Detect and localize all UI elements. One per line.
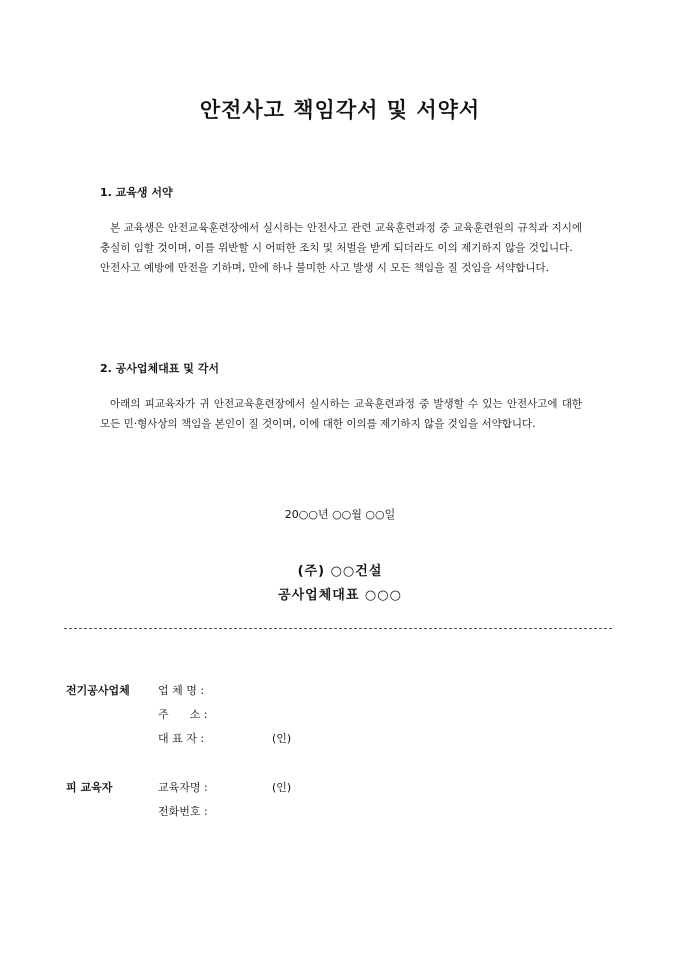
sign-date: 20○○년 ○○월 ○○일: [284, 508, 396, 521]
trainee-seal-mark: (인): [272, 781, 292, 794]
document-title: 안전사고 책임각서 및 서약서: [199, 98, 481, 122]
section1-heading: 1. 교육생 서약: [100, 186, 173, 199]
section1-body: [100, 218, 582, 278]
contractor-label: 전기공사업체: [66, 684, 130, 697]
contractor-address-field: 주 소 :: [158, 708, 208, 721]
contractor-seal-mark: (인): [272, 732, 292, 745]
section2-heading: 2. 공사업체대표 및 각서: [100, 362, 219, 375]
contractor-company-field: 업 체 명 :: [158, 684, 205, 697]
contractor-rep-field: 대 표 자 :: [158, 732, 205, 745]
cut-line-divider: [64, 628, 612, 629]
trainee-name-field: 교육자명 :: [158, 781, 208, 794]
trainee-label: 피 교육자: [66, 781, 113, 794]
section1-paragraph1: 본 교육생은 안전교육훈련장에서 실시하는 안전사고 관련 교육훈련과정 중 교육훈련원의 규칙과 지시에 충실히 임할 것이며, 이를 위반할 시 어떠한 조치 및 처벌을 받게 되더라도 이의 제기하지 않을 것입니다.: [100, 222, 582, 254]
company-name: (주) ○○건설: [297, 564, 383, 579]
company-representative: 공사업체대표 ○○○: [278, 588, 402, 603]
section2-body: [100, 394, 582, 434]
section2-paragraph: 아래의 피교육자가 귀 안전교육훈련장에서 실시하는 교육훈련과정 중 발생할 수 있는 안전사고에 대한 모든 민·형사상의 책임을 본인이 질 것이며, 이에 대한 이의를 제기하지 않을 것임을 서약합니다.: [100, 398, 582, 430]
section1-paragraph2: 안전사고 예방에 만전을 기하며, 만에 하나 불미한 사고 발생 시 모든 책임을 질 것임을 서약합니다.: [100, 262, 549, 274]
trainee-phone-field: 전화번호 :: [158, 805, 208, 818]
